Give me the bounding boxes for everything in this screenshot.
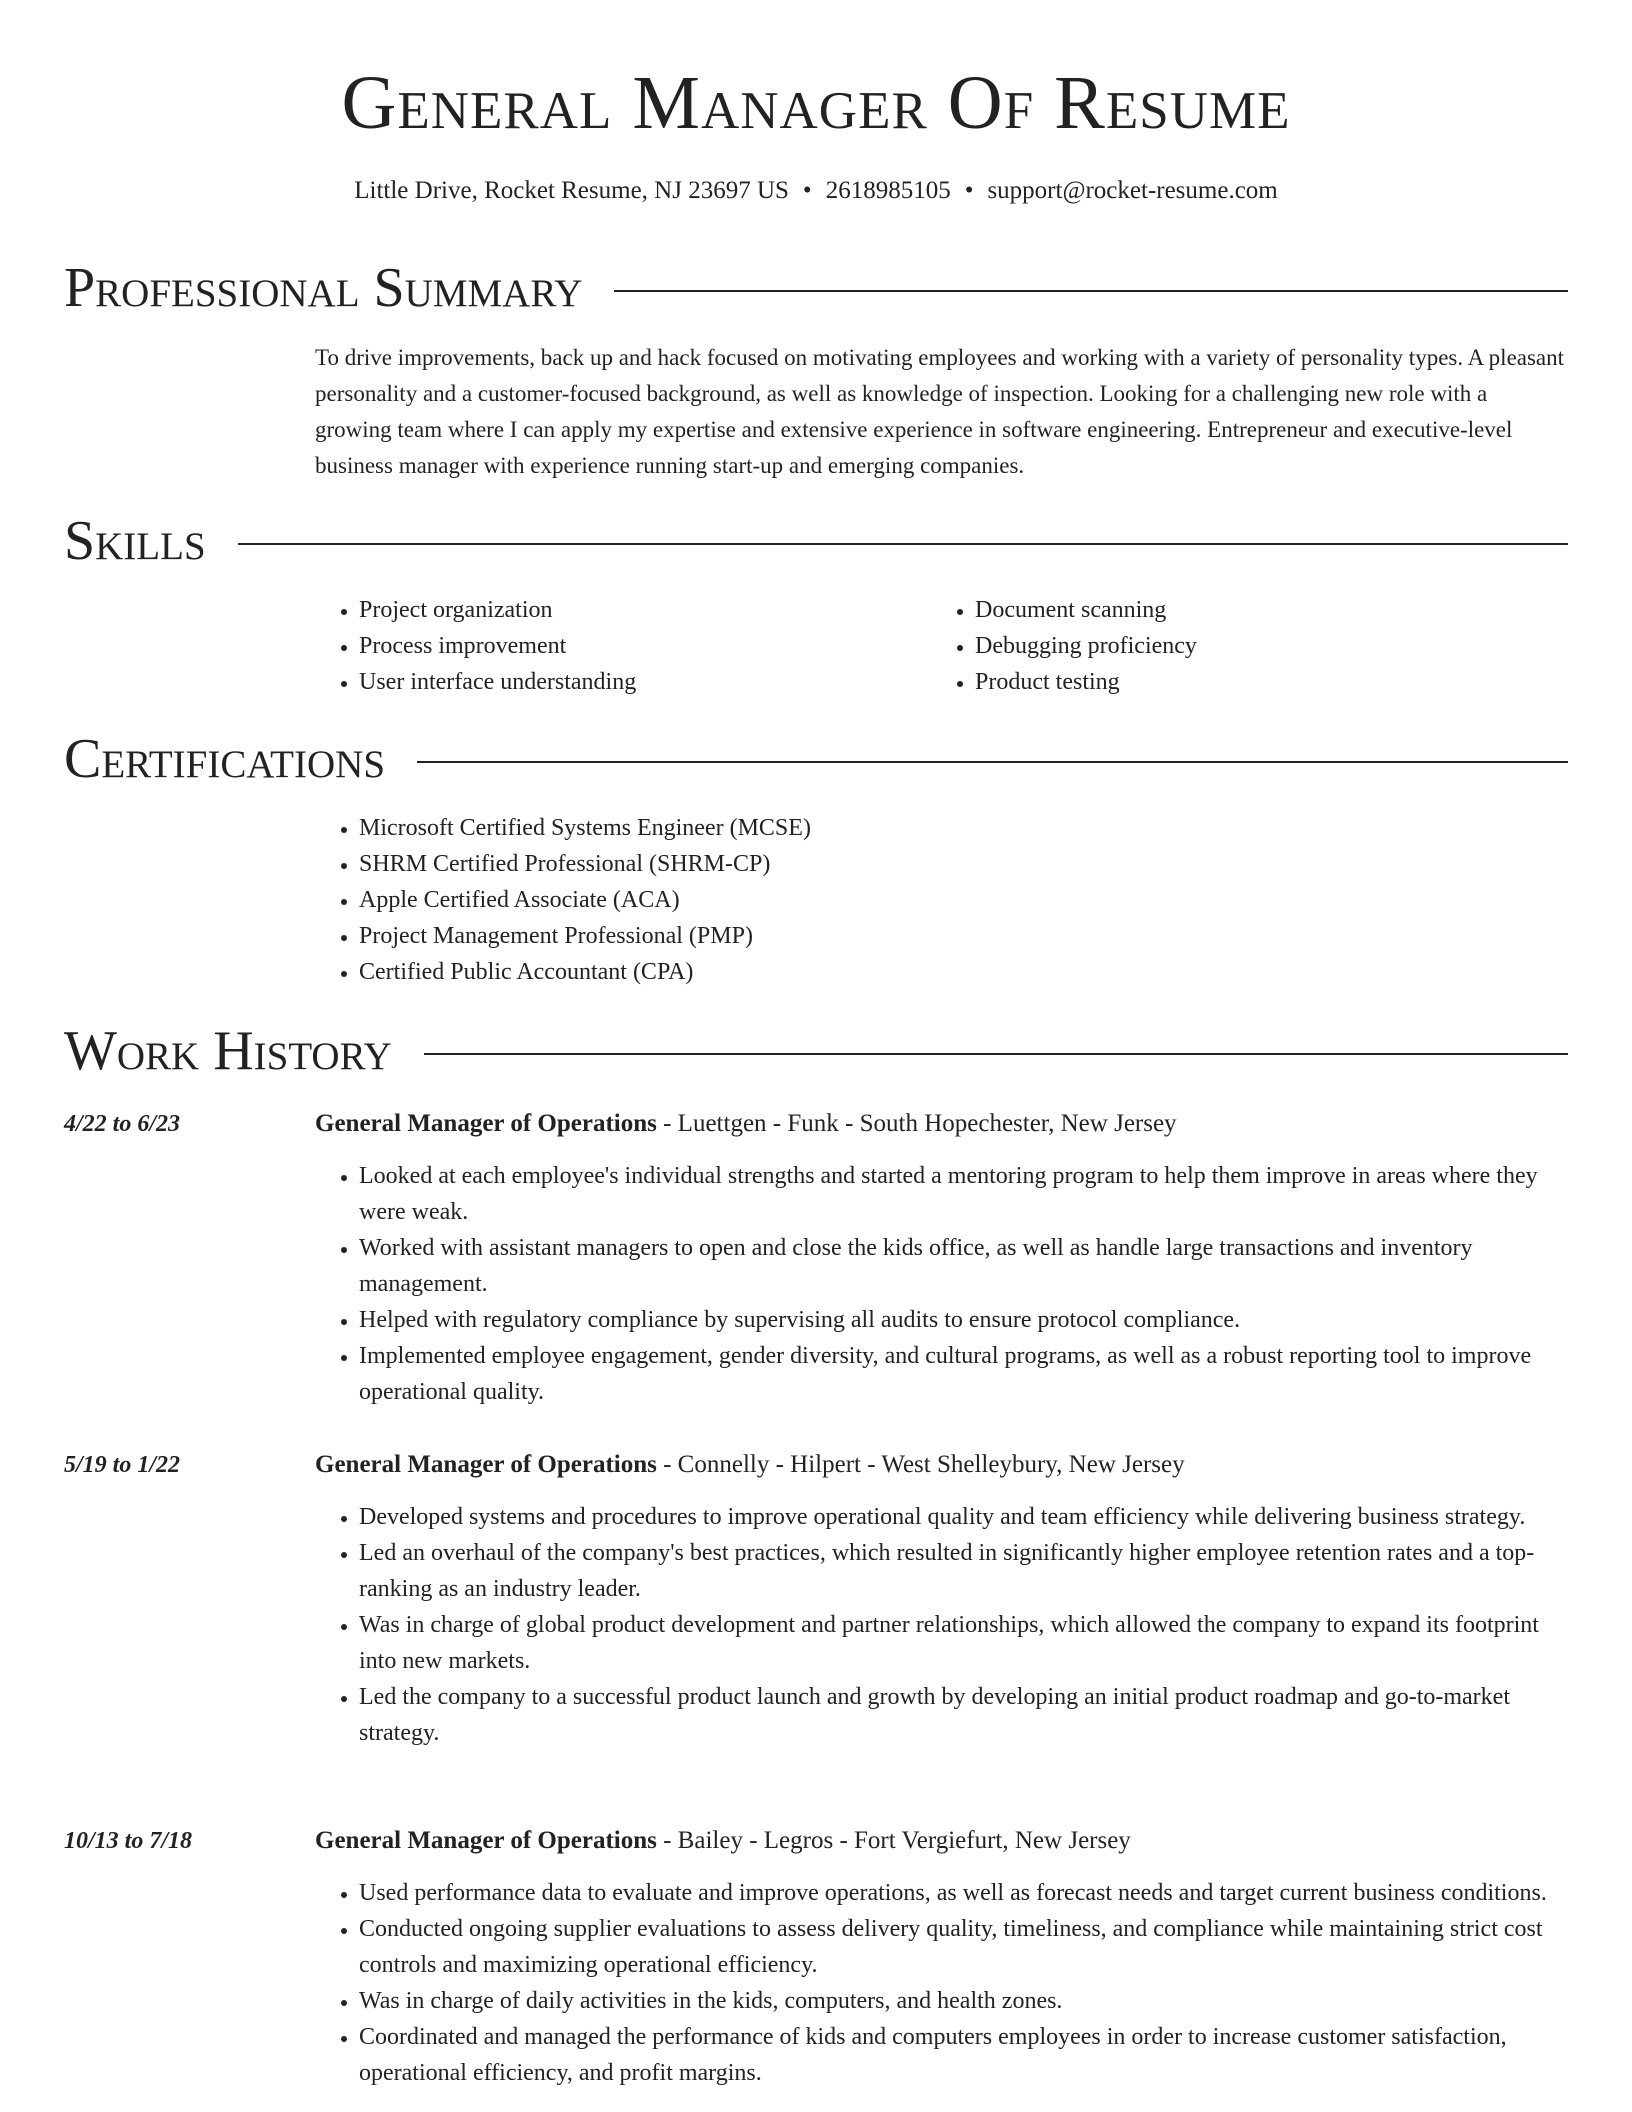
work-company: - Connelly - Hilpert - West Shelleybury, New Jersey (656, 1451, 1185, 1478)
skills-section-title: Skills (64, 510, 206, 572)
list-item: • Helped with regulatory compliance by supervising all audits to ensure protocol compliance. (359, 1302, 1568, 1338)
certifications-section-title: Certifications (64, 728, 386, 790)
work-title: General Manager of Operations (315, 1827, 657, 1854)
work-bullet-list (315, 1875, 1568, 2091)
list-item: • Looked at each employee's individual strengths and started a mentoring program to help them improve in areas where they were weak. (359, 1158, 1568, 1230)
list-item: • Coordinated and managed the performance of kids and computers employees in order to increase customer satisfaction, operational efficiency, and profit margins. (359, 2019, 1568, 2091)
skills-column-left (315, 592, 875, 700)
list-item: • Was in charge of daily activities in the kids, computers, and health zones. (359, 1983, 1568, 2019)
work-dates: 5/19 to 1/22 (64, 1452, 181, 1478)
resume-name: General Manager Of Resume (341, 61, 1291, 145)
certifications-section-header (64, 727, 1568, 791)
list-item: • Document scanning (975, 592, 1491, 628)
list-item: • Developed systems and procedures to improve operational quality and team efficiency while delivering business strategy. (359, 1499, 1568, 1535)
skills-list (315, 592, 875, 700)
list-item: • Conducted ongoing supplier evaluations to assess delivery quality, timeliness, and compliance while maintaining strict cost controls and maximizing operational efficiency. (359, 1911, 1568, 1983)
work-header (315, 1106, 1568, 1142)
certifications-list (315, 810, 1215, 990)
section-divider (238, 543, 1568, 545)
list-item: • User interface understanding (359, 664, 875, 700)
section-divider (614, 290, 1568, 292)
list-item: • Worked with assistant managers to open and close the kids office, as well as handle large transactions and inventory management. (359, 1230, 1568, 1302)
skills-column-right (931, 592, 1491, 700)
list-item: • Project Management Professional (PMP) (359, 918, 1215, 954)
list-item: • Led the company to a successful product launch and growth by developing an initial product roadmap and go-to-market strategy. (359, 1679, 1568, 1751)
contact-email: support@rocket-resume.com (987, 177, 1278, 204)
list-item: • Used performance data to evaluate and improve operations, as well as forecast needs and target current business conditions. (359, 1875, 1568, 1911)
summary-section-header (64, 256, 1568, 320)
section-divider (424, 1053, 1568, 1055)
list-item: • Certified Public Accountant (CPA) (359, 954, 1215, 990)
certifications-block (315, 810, 1215, 990)
work-dates: 10/13 to 7/18 (64, 1828, 193, 1854)
list-item: • Process improvement (359, 628, 875, 664)
work-dates: 4/22 to 6/23 (64, 1111, 181, 1137)
summary-section-title: Professional Summary (64, 257, 583, 319)
work-section-header (64, 1019, 1568, 1083)
work-bullets (315, 1499, 1568, 1751)
list-item: • Debugging proficiency (975, 628, 1491, 664)
section-divider (417, 761, 1568, 763)
work-bullets (315, 1158, 1568, 1410)
summary-text: To drive improvements, back up and hack focused on motivating employees and working with a variety of personality types. A pleasant personality and a customer-focused background, as well as knowledge of inspection. Looking for a challenging new role with a growing team where I can apply my expertise and extensive experience in software engineering. Entrepreneur and executive-level business manager with experience running start-up and emerging companies. (315, 345, 1565, 478)
contact-phone: 2618985105 (825, 177, 951, 204)
list-item: • Implemented employee engagement, gender diversity, and cultural programs, as well as a robust reporting tool to improve operational quality. (359, 1338, 1568, 1410)
work-header (315, 1823, 1568, 1859)
work-bullet-list (315, 1158, 1568, 1410)
skills-section-header (64, 509, 1568, 573)
work-title: General Manager of Operations (315, 1451, 657, 1478)
contact-separator: • (964, 177, 974, 204)
contact-address: Little Drive, Rocket Resume, NJ 23697 US (354, 177, 789, 204)
work-header (315, 1447, 1568, 1483)
work-bullet-list (315, 1499, 1568, 1751)
list-item: • Microsoft Certified Systems Engineer (MCSE) (359, 810, 1215, 846)
work-section-title: Work History (64, 1020, 392, 1082)
list-item: • Led an overhaul of the company's best practices, which resulted in significantly higher employee retention rates and a top-ranking as an industry leader. (359, 1535, 1568, 1607)
skills-list (931, 592, 1491, 700)
list-item: • Product testing (975, 664, 1491, 700)
list-item: • Apple Certified Associate (ACA) (359, 882, 1215, 918)
list-item: • SHRM Certified Professional (SHRM-CP) (359, 846, 1215, 882)
contact-separator: • (802, 177, 812, 204)
list-item: • Was in charge of global product development and partner relationships, which allowed the company to expand its footprint into new markets. (359, 1607, 1568, 1679)
list-item: • Project organization (359, 592, 875, 628)
work-title: General Manager of Operations (315, 1110, 657, 1137)
work-company: - Bailey - Legros - Fort Vergiefurt, New Jersey (656, 1827, 1131, 1854)
work-bullets (315, 1875, 1568, 2091)
work-company: - Luettgen - Funk - South Hopechester, New Jersey (656, 1110, 1177, 1137)
contact-line (0, 175, 1632, 207)
